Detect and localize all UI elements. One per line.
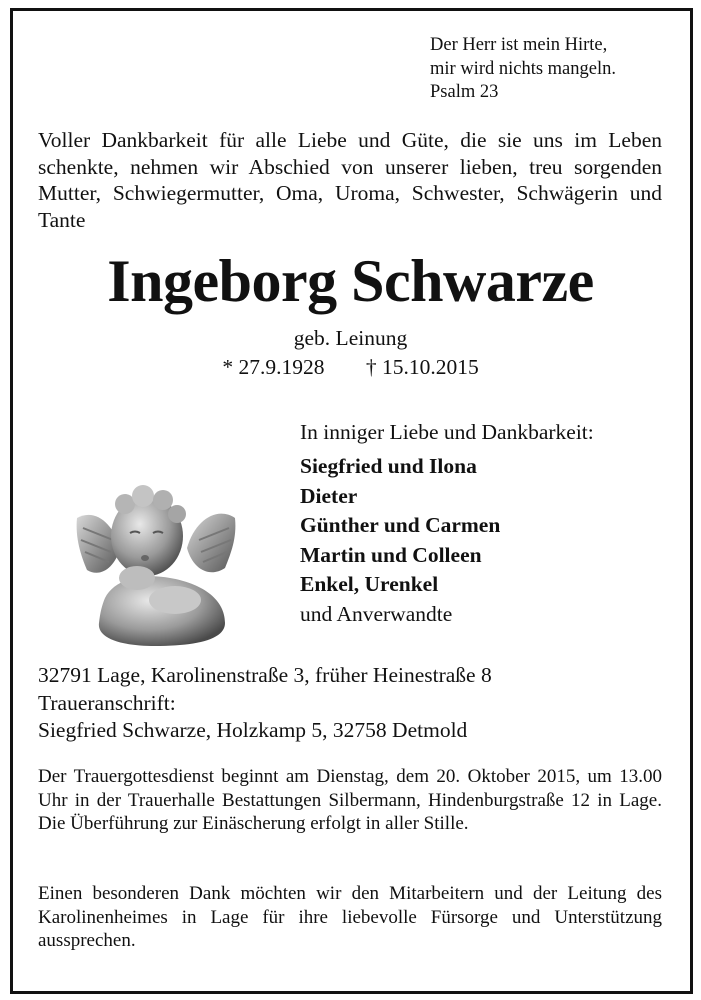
list-item: Siegfried und Ilona [300, 454, 477, 478]
list-item: Dieter [300, 483, 358, 508]
born-name: geb. Leinung [293, 326, 408, 350]
list-item: Enkel, Urenkel [300, 572, 439, 596]
mourning-address-label: Traueranschrift: [38, 690, 176, 715]
psalm-line: mir wird nichts mangeln. [430, 58, 616, 79]
mourners-closing: und Anverwandte [300, 601, 453, 626]
mourning-address: Siegfried Schwarze, Holzkamp 5, 32758 Detmold [38, 718, 468, 742]
list-item: Günther und Carmen [300, 513, 501, 537]
mourners-list [300, 452, 500, 629]
residence-address: 32791 Lage, Karolinenstraße 3, früher Heinestraße 8 [38, 663, 492, 687]
psalm-reference: Psalm 23 [430, 82, 499, 102]
birth-date: * 27.9.1928 [222, 355, 325, 379]
angel-figure-icon [75, 478, 237, 648]
deceased-name: Ingeborg Schwarze [107, 248, 594, 314]
psalm-quote [430, 34, 616, 105]
service-text: Der Trauergottesdienst beginnt am Dienstag, dem 20. Oktober 2015, um 13.00 Uhr in der Trauerhalle Bestattungen Silbermann, Hindenburgstraße 12 in Lage. Die Überführung zur Einäscherung erfolgt in aller Stille. [38, 766, 662, 834]
address-block [38, 662, 492, 745]
psalm-line: Der Herr ist mein Hirte, [430, 35, 608, 55]
death-date: † 15.10.2015 [365, 355, 479, 379]
life-dates [0, 355, 701, 380]
mourners-heading: In inniger Liebe und Dankbarkeit: [300, 420, 594, 444]
list-item: Martin und Colleen [300, 542, 482, 567]
thanks-text: Einen besonderen Dank möchten wir den Mitarbeitern und der Leitung des Karolinenheimes in Lage für ihre liebevolle Fürsorge und Unterstützung aussprechen. [38, 883, 662, 951]
intro-text: Voller Dankbarkeit für alle Liebe und Güte, die sie uns im Leben schenkte, nehmen wir Abschied von unserer lieben, treu sorgenden Mutter, Schwiegermutter, Oma, Uroma, Schwester, Schwägerin und Tante [38, 128, 662, 232]
